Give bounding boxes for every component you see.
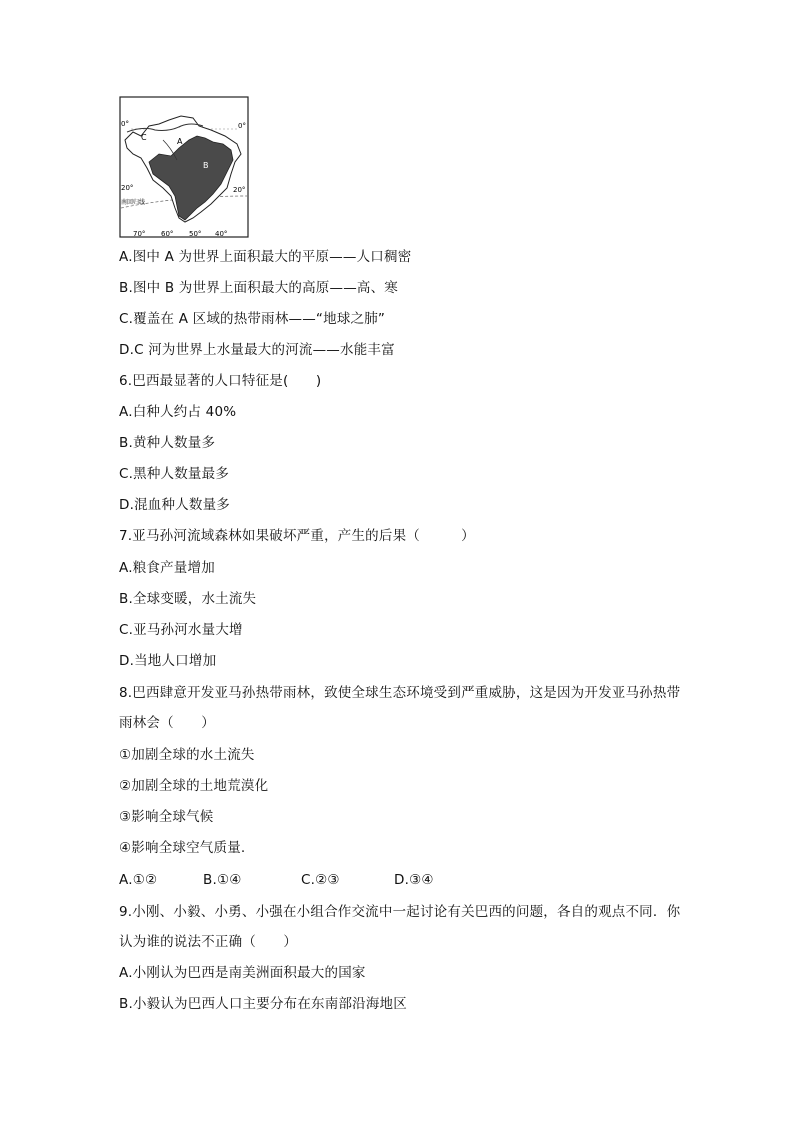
- q7-stem: 7.亚马孙河流域森林如果破坏严重，产生的后果（ ）: [119, 528, 475, 544]
- q8-stem-line2: 雨林会（ ）: [119, 715, 215, 731]
- q6-option-a: A.白种人约占 40%: [119, 404, 237, 420]
- q7-option-a: A.粮食产量增加: [119, 560, 215, 576]
- q8-item-3: ③影响全球气候: [119, 809, 214, 825]
- lon-60-label: 60°: [161, 230, 174, 238]
- q7-option-c: C.亚马孙河水量大增: [119, 622, 243, 638]
- q6-option-c: C.黑种人数量最多: [119, 466, 230, 482]
- q9-option-b: B.小毅认为巴西人口主要分布在东南部沿海地区: [119, 996, 407, 1012]
- q8-item-1: ①加剧全球的水土流失: [119, 747, 255, 763]
- lat-0-left-label: 0°: [121, 120, 129, 128]
- q8-options-row: [119, 871, 434, 889]
- label-C: C: [141, 133, 147, 142]
- tropic-label: 南回归线: [121, 199, 146, 206]
- q6-option-b: B.黄种人数量多: [119, 435, 216, 451]
- q6-option-d: D.混血种人数量多: [119, 497, 230, 513]
- q6-stem: 6.巴西最显著的人口特征是( ): [119, 373, 322, 389]
- q5-option-a: A.图中 A 为世界上面积最大的平原——人口稠密: [119, 249, 412, 265]
- label-B: B: [203, 161, 209, 170]
- lon-50-label: 50°: [189, 230, 202, 238]
- q8-item-4: ④影响全球空气质量.: [119, 840, 246, 856]
- lon-70-label: 70°: [133, 230, 146, 238]
- q5-option-b: B.图中 B 为世界上面积最大的高原——高、寒: [119, 280, 398, 296]
- q9-option-a: A.小刚认为巴西是南美洲面积最大的国家: [119, 965, 366, 981]
- brazil-map: [119, 96, 249, 238]
- q8-option-a: A.①②: [119, 872, 158, 888]
- q8-item-2: ②加剧全球的土地荒漠化: [119, 778, 269, 794]
- q7-option-d: D.当地人口增加: [119, 653, 217, 669]
- brazil-map-figure: [119, 96, 249, 238]
- lon-40-label: 40°: [215, 230, 228, 238]
- q5-option-d: D.C 河为世界上水量最大的河流——水能丰富: [119, 342, 395, 358]
- label-A: A: [177, 137, 183, 146]
- q9-stem-line1: 9.小刚、小毅、小勇、小强在小组合作交流中一起讨论有关巴西的问题，各自的观点不同．你: [119, 904, 681, 920]
- lat-0-right-label: 0°: [238, 122, 246, 130]
- q8-option-b: B.①④: [203, 872, 242, 888]
- q8-stem-line1: 8.巴西肆意开发亚马孙热带雨林，致使全球生态环境受到严重威胁，这是因为开发亚马孙热带: [119, 685, 681, 701]
- lat-20-left-label: 20°: [121, 184, 134, 192]
- q8-option-c: C.②③: [301, 872, 340, 888]
- q7-option-b: B.全球变暖，水土流失: [119, 591, 257, 607]
- lat-20-right-label: 20°: [233, 186, 246, 194]
- q9-stem-line2: 认为谁的说法不正确（ ）: [119, 934, 298, 950]
- q5-option-c: C.覆盖在 A 区域的热带雨林——“地球之肺”: [119, 311, 386, 327]
- q8-option-d: D.③④: [394, 872, 434, 888]
